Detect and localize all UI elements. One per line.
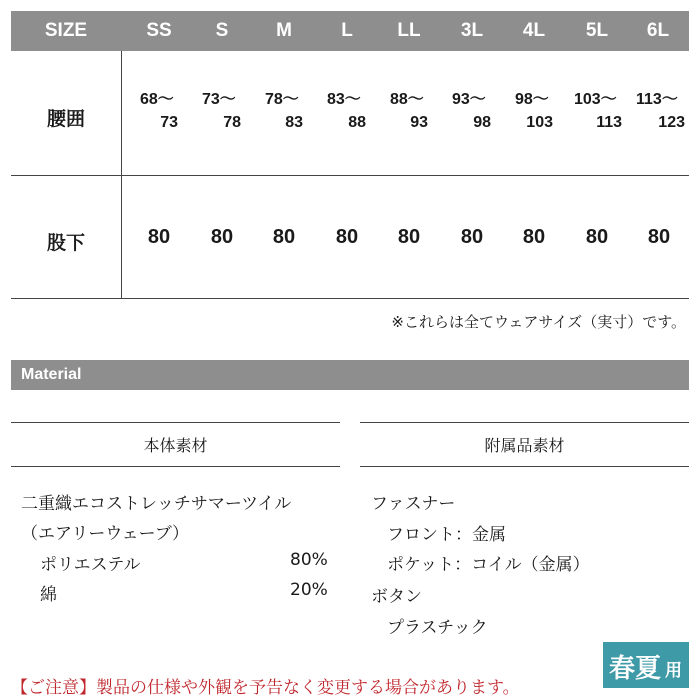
waist-row-label: 腰囲 (46, 108, 85, 130)
size-header-row (11, 11, 689, 51)
waist-from: 78〜 (265, 91, 299, 108)
body-fabric-weave: （エアリーウェーブ） (21, 524, 189, 544)
button-label: ボタン (371, 587, 422, 607)
material-title: Material (21, 366, 82, 383)
body-fabric-name: 二重織エコストレッチサマーツイル (21, 494, 292, 514)
size-header-label: SIZE (44, 20, 88, 41)
fastener-pocket: ポケット：コイル（金属） (387, 555, 590, 575)
season-badge-sub: 用 (665, 661, 682, 681)
size-col-header: L (341, 20, 353, 41)
size-col-header: LL (397, 20, 421, 41)
fastener-label: ファスナー (371, 494, 456, 514)
waist-from: 68〜 (140, 91, 174, 108)
caution-notice: 【ご注意】製品の仕様や外観を予告なく変更する場合があります。 (11, 678, 520, 698)
waist-to: 103 (526, 114, 553, 131)
inseam-value: 80 (585, 226, 609, 248)
accessory-material-rule-top (360, 422, 689, 423)
inseam-value: 80 (272, 226, 296, 248)
size-col-header: S (215, 20, 229, 41)
inseam-value: 80 (147, 226, 171, 248)
table-divider-horizontal (11, 298, 689, 299)
inseam-value: 80 (335, 226, 359, 248)
accessory-material-header: 附属品素材 (484, 436, 565, 455)
material-section-bar (11, 360, 689, 390)
waist-to: 93 (410, 114, 428, 131)
body-material-header: 本体素材 (143, 436, 208, 455)
season-badge-main: 春夏 (609, 654, 662, 684)
inseam-value: 80 (647, 226, 671, 248)
size-col-header: 4L (522, 20, 546, 41)
inseam-row-label: 股下 (46, 232, 85, 254)
waist-from: 88〜 (390, 91, 424, 108)
body-material-rule-bottom (11, 466, 340, 467)
waist-from: 93〜 (452, 91, 486, 108)
polyester-label: ポリエステル (40, 555, 141, 575)
waist-from: 103〜 (574, 91, 617, 108)
size-col-header: 6L (646, 20, 670, 41)
fastener-front: フロント：金属 (387, 525, 506, 545)
waist-to: 88 (348, 114, 366, 131)
size-note: ※これらは全てウェアサイズ（実寸）です。 (391, 313, 686, 331)
waist-from: 113〜 (636, 91, 678, 108)
inseam-value: 80 (397, 226, 421, 248)
waist-from: 73〜 (202, 91, 236, 108)
button-material: プラスチック (387, 618, 488, 638)
size-col-header: M (276, 20, 292, 41)
waist-to: 123 (658, 114, 685, 131)
polyester-percent: 80% (290, 550, 328, 570)
inseam-value: 80 (460, 226, 484, 248)
waist-to: 83 (285, 114, 303, 131)
waist-to: 73 (160, 114, 178, 131)
waist-from: 98〜 (515, 91, 549, 108)
size-col-header: 3L (460, 20, 484, 41)
season-badge (603, 642, 689, 688)
size-col-header: 5L (585, 20, 609, 41)
inseam-value: 80 (522, 226, 546, 248)
waist-to: 78 (223, 114, 241, 131)
waist-from: 83〜 (327, 91, 361, 108)
accessory-material-rule-bottom (360, 466, 689, 467)
waist-to: 113 (596, 114, 622, 131)
cotton-label: 綿 (40, 585, 57, 605)
body-material-rule-top (11, 422, 340, 423)
cotton-percent: 20% (290, 580, 328, 600)
size-col-header: SS (146, 20, 172, 41)
waist-to: 98 (473, 114, 491, 131)
inseam-value: 80 (210, 226, 234, 248)
table-divider-horizontal (11, 175, 689, 176)
